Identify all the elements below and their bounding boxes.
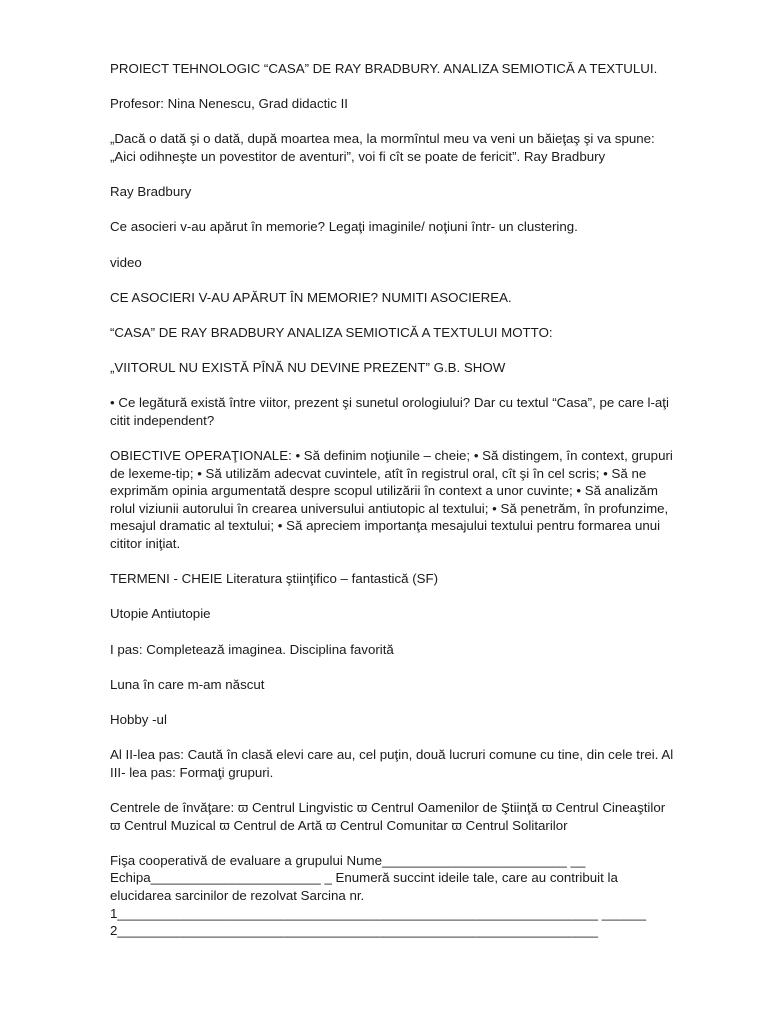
evaluation-form: Fişa cooperativă de evaluare a grupului Nume_________________________ __ Echipa_______________________ _ Enumeră succint ideile tale, care au contribuit la elucidarea sarcinilor de rezolvat Sarcina nr. 1_________________________________________________________________ ______ 2_________________________________________________________________ bbox=[110, 852, 647, 939]
quote: „Dacă o dată şi o dată, după moartea mea, la mormîntul meu va veni un băieţaş şi va spune: „Aici odihneşte un povestitor de aventuri”, voi fi cît se poate de fericit”. Ray Bradbury bbox=[110, 131, 655, 164]
objectives: OBIECTIVE OPERAŢIONALE: • Să definim noţiunile – cheie; • Să distingem, în context, grupuri de lexeme-tip; • Să utilizăm adecvat cuvintele, atît în registrul oral, cît şi în cel scris; • Să ne exprimăm opinia argumentată despre scopul utilizării în context a unor cuvinte; • Să analizăm rolul viziunii autorului în crearea universului antiutopic al textului; • Să penetrăm, în profunzime, mesajul dramatic al textului; • Să apreciem importanţa mesajului textului pentru formarea unui cititor iniţiat. bbox=[110, 448, 673, 552]
document-title: PROIECT TEHNOLOGIC “CASA” DE RAY BRADBURY. ANALIZA SEMIOTICĂ A TEXTULUI. bbox=[110, 61, 658, 76]
section-heading: “CASA” DE RAY BRADBURY ANALIZA SEMIOTICĂ A TEXTULUI MOTTO: bbox=[110, 324, 553, 340]
paragraph: video bbox=[110, 254, 142, 270]
key-terms: TERMENI - CHEIE Literatura ştiinţifico – fantastică (SF) bbox=[110, 571, 439, 587]
paragraph: Al II-lea pas: Caută în clasă elevi care au, cel puţin, două lucruri comune cu tine, din cele trei. Al III- lea pas: Formaţi grupuri. bbox=[110, 747, 674, 780]
document-body bbox=[110, 60, 720, 940]
paragraph: Luna în care m-am născut bbox=[110, 676, 265, 692]
paragraph: • Ce legătură există între viitor, prezent şi sunetul orologiului? Dar cu textul “Casa”, pe care l-aţi citit independent? bbox=[110, 395, 669, 428]
author-line: Profesor: Nina Nenescu, Grad didactic II bbox=[110, 96, 348, 112]
paragraph: Ray Bradbury bbox=[110, 184, 192, 200]
paragraph: I pas: Completează imaginea. Disciplina favorită bbox=[110, 641, 394, 657]
paragraph: Hobby -ul bbox=[110, 711, 167, 727]
motto: „VIITORUL NU EXISTĂ PÎNĂ NU DEVINE PREZENT” G.B. SHOW bbox=[110, 360, 506, 376]
learning-centers: Centrele de învăţare: ϖ Centrul Lingvistic ϖ Centrul Oamenilor de Ştiinţă ϖ Centrul Cineaştilor ϖ Centrul Muzical ϖ Centrul de Artă ϖ Centrul Comunitar ϖ Centrul Solitarilor bbox=[110, 799, 666, 833]
paragraph: Ce asocieri v-au apărut în memorie? Legaţi imaginile/ noţiuni într- un clustering. bbox=[110, 219, 578, 235]
paragraph: Utopie Antiutopie bbox=[110, 606, 211, 622]
section-heading: CE ASOCIERI V-AU APĂRUT ÎN MEMORIE? NUMITI ASOCIEREA. bbox=[110, 289, 512, 305]
